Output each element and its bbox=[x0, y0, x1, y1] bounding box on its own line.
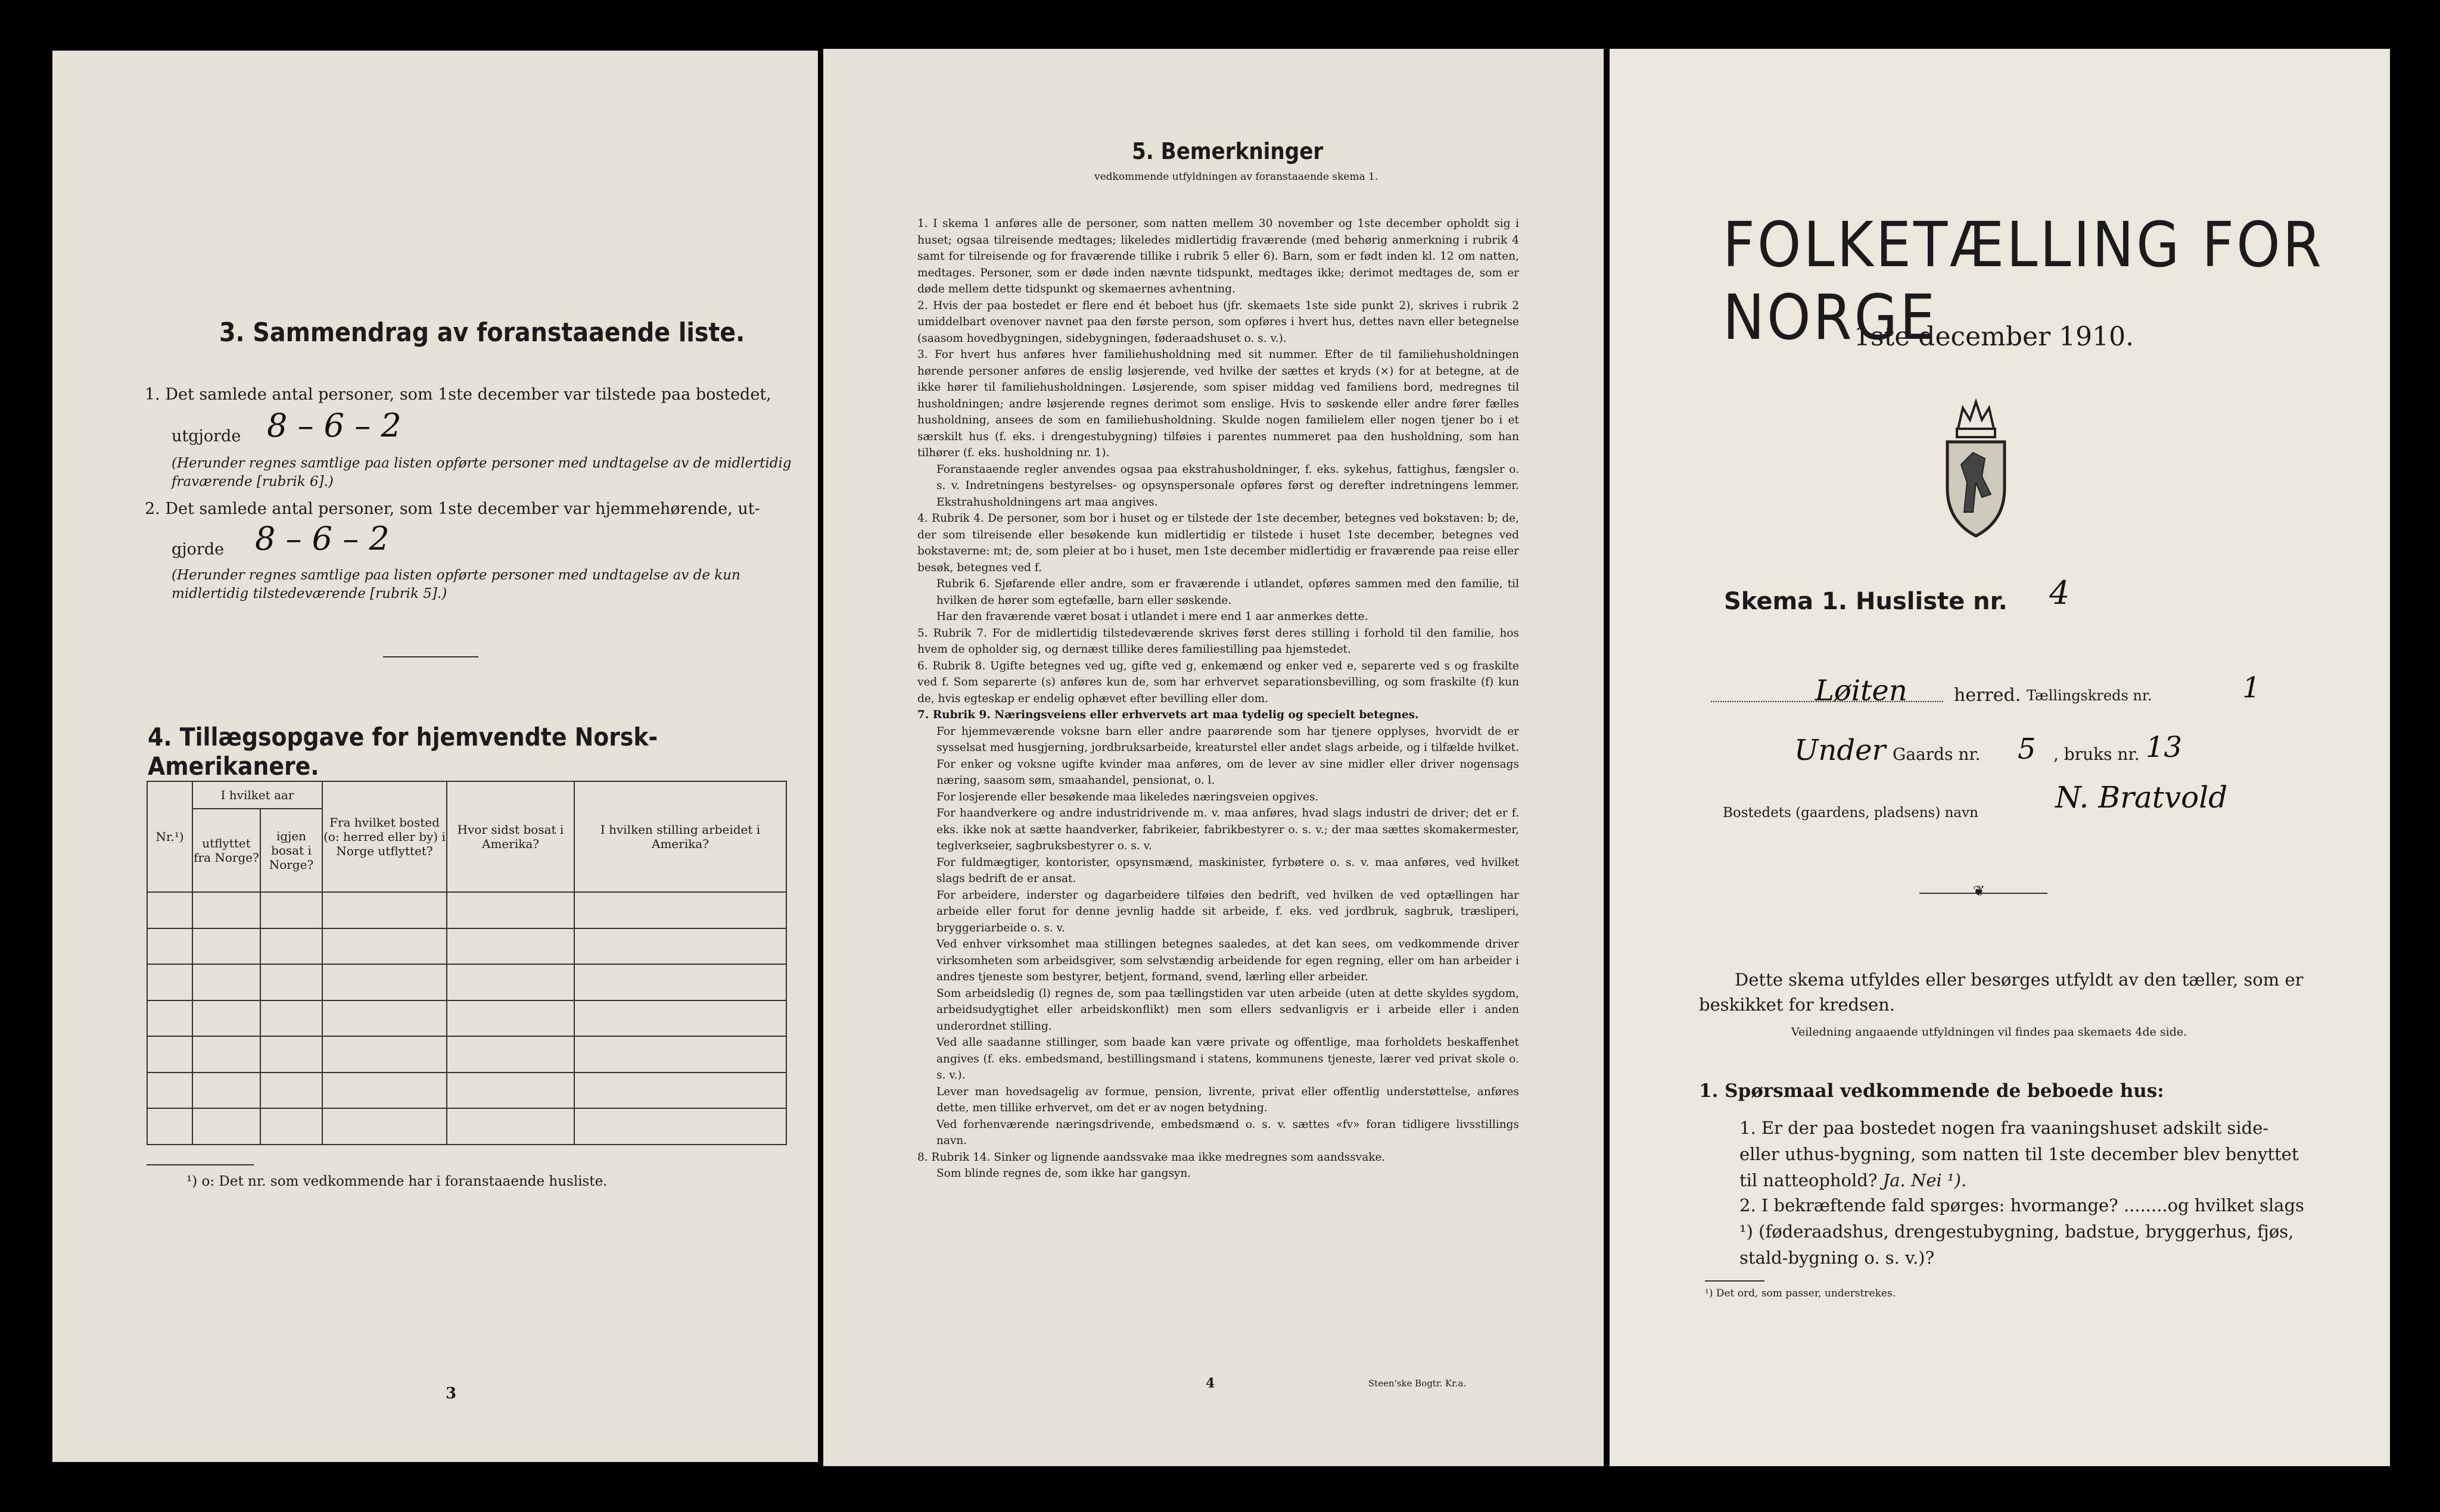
remark-7a: For hjemmeværende voksne barn eller andre paarørende som har tjenere opplyses, hvorvidt de er sysselsat med husgjerning, jordbruksarbeide, kreaturstel eller andet slags arbeide, og i tilfælde hvilket. For enker og voksne ugifte kvinder maa anføres, om de lever av sine midler eller driver nogensags næring, saasom søm, smaahandel, pensionat, o. l. bbox=[936, 725, 1519, 787]
gaards-value: 5 bbox=[2018, 732, 2036, 766]
remark-7h: Ved alle saadanne stillinger, som baade kan være private og offentlige, maa forholdets beskaffenhet angives (f. eks. embedsmand, bestillingsmand i statens, kommunens tjeneste, lærer ved privat skole o. s. v.). bbox=[936, 1036, 1519, 1081]
remark-7b: For losjerende eller besøkende maa likeledes næringsveien opgives. bbox=[936, 790, 1319, 803]
table-row bbox=[147, 1073, 786, 1109]
col-emigrated: utflyttet fra Norge? bbox=[192, 809, 260, 892]
bruks-value: 13 bbox=[2146, 731, 2183, 764]
summary-item-1-note: (Herunder regnes samtlige paa listen opførte personer med undtagelse av de midlertidig fraværende [rubrik 6].) bbox=[172, 456, 792, 490]
question-1-title: 1. Spørsmaal vedkommende de beboede hus: bbox=[1699, 1080, 2164, 1102]
question-1-2: 2. I bekræftende fald spørges: hvormange? ........og hvilket slags ¹) (føderaadshus, drengestubygning, badstue, bryggerhus, fjøs, stald-bygning o. s. v.)? bbox=[1739, 1195, 2305, 1268]
gaard-value: Under bbox=[1794, 734, 1886, 767]
summary-item-2-value: 8 – 6 – 2 bbox=[255, 520, 390, 557]
remark-7: 7. Rubrik 9. Næringsveiens eller erhvervets art maa tydelig og specielt betegnes. bbox=[917, 709, 1419, 721]
table-row bbox=[147, 1000, 786, 1037]
question-1-1 bbox=[1739, 1115, 2311, 1193]
col-year-group: I hvilket aar bbox=[192, 781, 322, 809]
instruction-text: Dette skema utfyldes eller besørges utfyldt av den tæller, som er beskikket for kredsen. bbox=[1699, 969, 2304, 1015]
summary-item-2-note: (Herunder regnes samtlige paa listen opførte personer med undtagelse av de kun midlertidig tilstedeværende [rubrik 5].) bbox=[172, 568, 740, 601]
remark-2: 2. Hvis der paa bostedet er flere end ét beboet hus (jfr. skemaets 1ste side punkt 2), skrives i rubrik 2 umiddelbart ovenover navnet paa den første person, som opføres i hvert hus, dettes navn eller betegnelse (saasom hovedbygningen, sidebygningen, føderaadshuset o. s. v.). bbox=[917, 299, 1519, 345]
ornament-icon: ❦ bbox=[1973, 883, 1985, 899]
remark-8: 8. Rubrik 14. Sinker og lignende aandssvake maa ikke medregnes som aandssvake. bbox=[917, 1151, 1386, 1164]
bruks-label: , bruks nr. bbox=[2053, 744, 2140, 764]
middle-page bbox=[823, 49, 1604, 1466]
remark-7i: Lever man hovedsagelig av formue, pension, livrente, privat eller offentlig understøttelse, anføres dette, men tillike erhvervet, om det er av nogen betydning. bbox=[936, 1085, 1519, 1114]
remark-5: 5. Rubrik 7. For de midlertidig tilstedeværende skrives først deres stilling i forhold til den familie, hos hvem de opholder sig, og dernæst tillike deres familiestilling paa hjemstedet. bbox=[917, 626, 1519, 656]
remark-3: 3. For hvert hus anføres hver familiehusholdning med sit nummer. Efter de til familiehusholdningen hørende personer anføres de enslig løsjerende, ved hvilke der sættes et kryds (×) for at betegne, at de ikke hører til familiehusholdningen. Løsjerende, som spiser middag ved familiens bord, medregnes til husholdningen; andre løsjerende regnes derimot som enslige. Hvis to søskende eller andre fører fælles husholdning, ansees de som en familiehusholdning. Skulde nogen familielem eller nogen tjener bo i et særskilt hus (f. eks. i drengestubygning) tilføies i parentes nummeret paa den husholdning, som han tilhører (f. eks. husholdning nr. 1). bbox=[917, 348, 1519, 459]
skema-label: Skema 1. Husliste nr. bbox=[1724, 588, 2008, 615]
left-page bbox=[52, 51, 818, 1462]
footnote-rule bbox=[147, 1164, 254, 1165]
summary-item-1: 1. Det samlede antal personer, som 1ste december var tilstede paa bostedet, bbox=[145, 385, 771, 404]
remarks-subtitle: vedkommende utfyldningen av foranstaaende skema 1. bbox=[1094, 171, 1378, 183]
remark-7c: For haandverkere og andre industridrivende m. v. maa anføres, hvad slags industri de driver; det er f. eks. ikke nok at sætte haandverker, fabrikeier, fabrikbestyrer o. s. v.; der maa sættes skomakermester, teglverkseier, sagbruksbestyrer o. s. v. bbox=[936, 807, 1519, 852]
kreds-label: Tællingskreds nr. bbox=[2027, 687, 2152, 704]
bosted-label: Bostedets (gaardens, pladsens) navn bbox=[1723, 805, 1978, 821]
printer-mark: Steen'ske Bogtr. Kr.a. bbox=[1368, 1378, 1467, 1389]
question-1-1-answer: Ja. Nei ¹). bbox=[1882, 1170, 1967, 1190]
separator-line bbox=[383, 656, 478, 657]
col-position: I hvilken stilling arbeidet i Amerika? bbox=[574, 781, 786, 892]
herred-value: Løiten bbox=[1815, 674, 1907, 707]
footnote-rule-right bbox=[1705, 1280, 1764, 1282]
col-last-place: Hvor sidst bosat i Amerika? bbox=[447, 781, 574, 892]
kreds-value: 1 bbox=[2242, 671, 2261, 704]
page-number-4: 4 bbox=[1206, 1376, 1215, 1391]
summary-item-1-value: 8 – 6 – 2 bbox=[267, 407, 402, 444]
norsk-amerikanere-table bbox=[147, 781, 787, 1145]
remark-4c: Har den fraværende været bosat i utlandet i mere end 1 aar anmerkes dette. bbox=[936, 610, 1368, 623]
section-4-title: 4. Tillægsopgave for hjemvendte Norsk-Amerikanere. bbox=[148, 722, 658, 781]
remarks-body bbox=[917, 216, 1519, 1182]
remark-1: 1. I skema 1 anføres alle de personer, som natten mellem 30 november og 1ste december opholdt sig i huset; ogsaa tilreisende medtages; likeledes midlertidig fraværende (med behørig anmerkning i rubrik 4 samt for tilreisende og for fraværende tillike i rubrik 5 eller 6). Barn, som er født inden kl. 12 om natten, medtages. Personer, som er døde inden nævnte tidspunkt, medtages ikke; derimot medtages de, som er døde mellem dette tidspunkt og skemaernes avhentning. bbox=[917, 217, 1519, 295]
remark-7g: Som arbeidsledig (l) regnes de, som paa tællingstiden var uten arbeide (uten at dette skyldes sygdom, arbeidsudygtighet eller arbeidskonflikt) men som ellers sedvanligvis er i arbeide eller i anden underordnet stilling. bbox=[936, 987, 1519, 1033]
table-row bbox=[147, 892, 786, 928]
remark-7f: Ved enhver virksomhet maa stillingen betegnes saaledes, at det kan sees, om vedkommende driver virksomheten som arbeidsgiver, som selvstændig arbeidende for egen regning, eller om han arbeider i andres tjeneste som bestyrer, betjent, formand, svend, lærling eller arbeider. bbox=[936, 938, 1519, 983]
summary-item-2: 2. Det samlede antal personer, som 1ste december var hjemmehørende, ut- bbox=[145, 500, 760, 518]
remark-4b: Rubrik 6. Sjøfarende eller andre, som er fraværende i utlandet, opføres sammen med den familie, til hvilken de hører som egtefælle, barn eller søskende. bbox=[936, 578, 1519, 607]
remark-6: 6. Rubrik 8. Ugifte betegnes ved ug, gifte ved g, enkemænd og enker ved e, separerte ved s og fraskilte ved f. Som separerte (s) anføres kun de, som har erhvervet separationsbevilling, og som fraskilte (f) kun de, hvis egteskap er endelig ophævet efter bevilling eller dom. bbox=[917, 659, 1519, 705]
question-1-1-text: 1. Er der paa bostedet nogen fra vaaningshuset adskilt side- eller uthus-bygning, som natten til 1ste december blev benyttet til natteophold? bbox=[1739, 1118, 2299, 1190]
summary-item-2-prefix: gjorde bbox=[172, 540, 225, 559]
right-footnote: ¹) Det ord, som passer, understrekes. bbox=[1705, 1287, 1896, 1299]
guidance-text: Veiledning angaaende utfyldningen vil findes paa skemaets 4de side. bbox=[1791, 1025, 2187, 1039]
remark-4: 4. Rubrik 4. De personer, som bor i huset og er tilstede der 1ste december, betegnes ved bokstaven: b; de, der som tilreisende eller besøkende kun midlertidig er tilstede i huset 1ste december, betegnes ved bokstaverne: mt; de, som pleier at bo i huset, men 1ste december midlertidig er fraværende paa reise eller besøk, betegnes ved f. bbox=[917, 512, 1519, 574]
section-3-title: 3. Sammendrag av foranstaaende liste. bbox=[219, 317, 745, 348]
remarks-title: 5. Bemerkninger bbox=[1132, 138, 1324, 164]
census-date: 1ste december 1910. bbox=[1854, 322, 2134, 352]
right-page bbox=[1610, 49, 2390, 1466]
col-returned: igjen bosat i Norge? bbox=[260, 809, 322, 892]
table-row bbox=[147, 964, 786, 1000]
table-row bbox=[147, 928, 786, 965]
page-number-3: 3 bbox=[446, 1385, 457, 1402]
census-title: FOLKETÆLLING FOR NORGE bbox=[1723, 208, 2324, 354]
coat-of-arms-icon bbox=[1940, 393, 2012, 542]
remark-3b: Foranstaaende regler anvendes ogsaa paa ekstrahusholdninger, f. eks. sykehus, fattighus, fængsler o. s. v. Indretningens bestyrelses- og opsynspersonale opføres først og derefter indretningens lemmer. Ekstrahusholdningens art maa angives. bbox=[936, 463, 1519, 509]
remark-8b: Som blinde regnes de, som ikke har gangsyn. bbox=[936, 1167, 1191, 1180]
herred-label: herred. bbox=[1954, 685, 2021, 706]
remark-7j: Ved forhenværende næringsdrivende, embedsmænd o. s. v. sættes «fv» foran tidligere livsstillings navn. bbox=[936, 1118, 1519, 1147]
table-footnote: ¹) o: Det nr. som vedkommende har i foranstaaende husliste. bbox=[186, 1174, 608, 1189]
remark-7e: For arbeidere, inderster og dagarbeidere tilføies den bedrift, ved hvilken de ved optællingen har arbeide eller forut for denne jevnlig hadde sit arbeide, f. eks. ved jordbruk, sagbruk, træsliperi, bryggeriarbeide o. s. v. bbox=[936, 889, 1519, 934]
col-nr: Nr.¹) bbox=[147, 781, 192, 892]
summary-item-1-prefix: utgjorde bbox=[172, 427, 241, 445]
husliste-nr-value: 4 bbox=[2049, 574, 2070, 612]
table-row bbox=[147, 1108, 786, 1145]
table-row bbox=[147, 1036, 786, 1073]
remark-7d: For fuldmægtiger, kontorister, opsynsmænd, maskinister, fyrbøtere o. s. v. maa anføres, ved hvilket slags bedrift de er ansat. bbox=[936, 856, 1519, 885]
gaards-label: Gaards nr. bbox=[1893, 744, 1981, 764]
col-from-place: Fra hvilket bosted (o: herred eller by) i Norge utflyttet? bbox=[322, 781, 447, 892]
bosted-value: N. Bratvold bbox=[2055, 780, 2228, 815]
